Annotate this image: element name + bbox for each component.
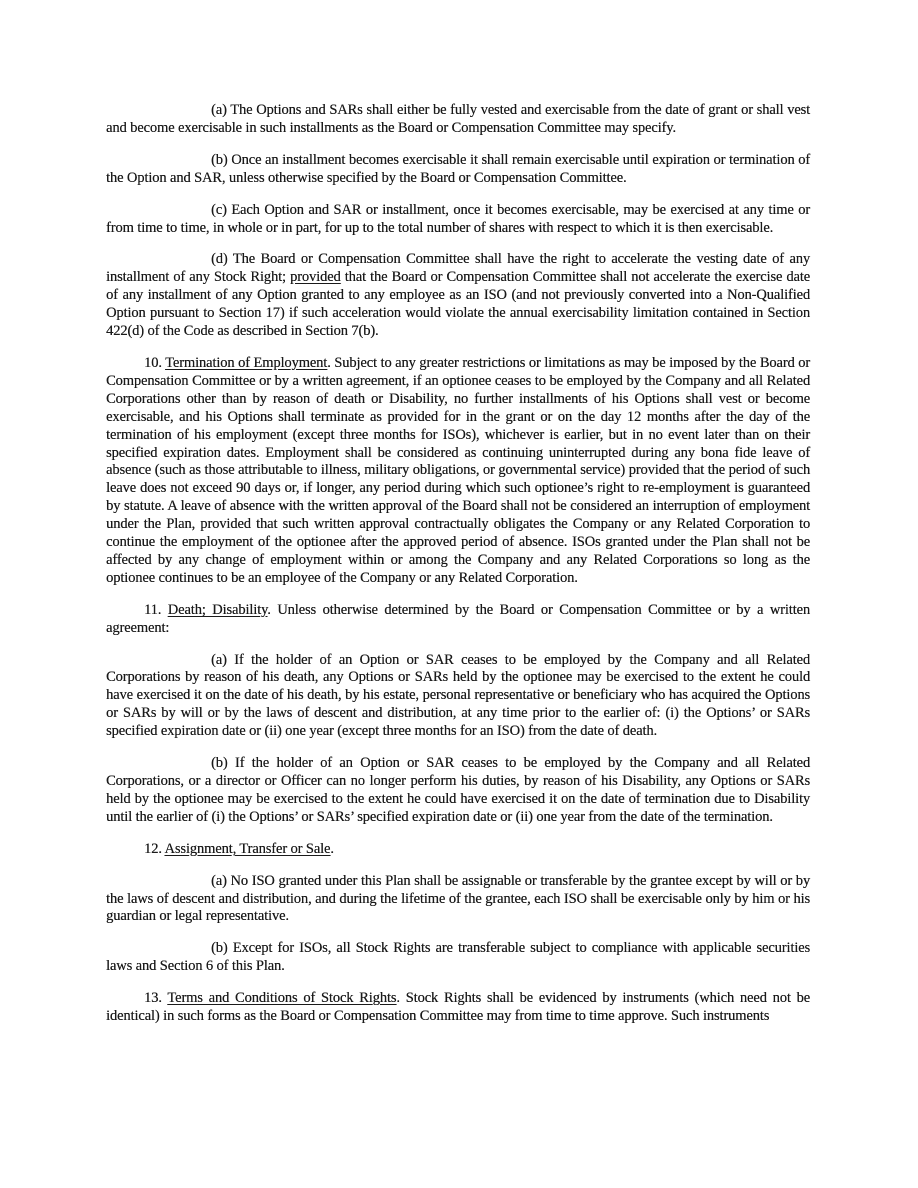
text-segment: (b) Except for ISOs, all Stock Rights are transferable subject to compliance with applicable securities laws and Section 6 of this Plan. [106,940,810,975]
section-11-death-disability [106,602,810,638]
section-12-paragraph-b [106,940,810,976]
text-segment: (a) The Options and SARs shall either be fully vested and exercisable from the date of grant or shall vest and become exercisable in such installments as the Board or Compensation Committee may specify. [106,102,810,136]
text-segment: (c) Each Option and SAR or installment, once it becomes exercisable, may be exercised at any time or from time to time, in whole or in part, for up to the total number of shares with respect to which it is then exercisable. [106,201,810,236]
text-segment: . [330,840,334,857]
section-10-termination-of-employment [106,355,810,588]
paragraph-b [106,152,810,188]
section-number: 10. [144,354,166,371]
section-13-terms-and-conditions [106,990,810,1026]
text-segment: (a) If the holder of an Option or SAR ceases to be employed by the Company and all Related Corporations by reason of his death, any Options or SARs held by the optionee may be exercised to the extent he could have exercised it on the date of his death, by his estate, personal representative or beneficiary who has acquired the Options or SARs by will or by the laws of descent and distribution, at any time prior to the earlier of: (i) the Options’ or SARs specified expiration date or (ii) one year (except three months for an ISO) from the date of death. [106,651,810,740]
paragraph-c [106,202,810,238]
section-11-paragraph-a [106,652,810,742]
text-segment: . Subject to any greater restrictions or limitations as may be imposed by the Board or Compensation Committee or by a written agreement, if an optionee ceases to be employed by the Company and all Related Corporations other than by reason of death or Disability, no further installments of his Options shall vest or become exercisable, and his Options shall terminate as provided for in the grant or on the day 12 months after the day of the termination of his employment (except three months for ISOs), whichever is earlier, but in no event later than on their specified expiration dates. Employment shall be considered as continuing uninterrupted during any bona fide leave of absence (such as those attributable to illness, military obligations, or governmental service) provided that the period of such leave does not exceed 90 days or, if longer, any period during which such optionee’s right to re-employment is guaranteed by statute. A leave of absence with the written approval of the Board shall not be considered an interruption of employment under the Plan, provided that such written approval contractually obligates the Company or any Related Corporation to continue the employment of the optionee after the approved period of absence. ISOs granted under the Plan shall not be affected by any change of employment within or among the Company and any Related Corporations so long as the optionee continues to be an employee of the Company or any Related Corporation. [106,354,810,586]
section-12-paragraph-a [106,873,810,927]
text-segment: (b) If the holder of an Option or SAR ceases to be employed by the Company and all Related Corporations, or a director or Officer can no longer perform his duties, by reason of his Disability, any Options or SARs held by the optionee may be exercised to the extent he could have exercised it on the date of termination due to Disability until the earlier of (i) the Options’ or SARs’ specified expiration date or (ii) one year from the date of the termination. [106,755,810,825]
section-number: 12. [144,840,165,857]
section-number: 13. [144,990,168,1007]
paragraph-d [106,251,810,341]
text-segment: (d) The Board or Compensation Committee shall have the right to accelerate the vesting date of any installment of any Stock Right; [106,251,810,286]
section-number: 11. [144,601,168,618]
text-segment: (b) Once an installment becomes exercisable it shall remain exercisable until expiration or termination of the Option and SAR, unless otherwise specified by the Board or Compensation Committee. [106,151,810,186]
section-11-paragraph-b [106,755,810,827]
section-12-heading: Assignment, Transfer or Sale [164,840,331,857]
underlined-term-provided: provided [290,269,341,286]
section-10-heading: Termination of Employment [165,354,328,371]
section-13-heading: Terms and Conditions of Stock Rights [167,990,397,1007]
section-11-heading: Death; Disability [167,601,268,618]
paragraph-a [106,102,810,138]
text-segment: . Unless otherwise determined by the Board or Compensation Committee or by a written agreement: [106,601,810,636]
text-segment: that the Board or Compensation Committee shall not accelerate the exercise date of any installment of any Option granted to any employee as an ISO (and not previously converted into a Non-Qualified Option pursuant to Section 17) if such acceleration would violate the annual exercisability limitation contained in Section 422(d) of the Code as described in Section 7(b). [106,269,810,340]
text-segment: (a) No ISO granted under this Plan shall be assignable or transferable by the grantee except by will or by the laws of descent and distribution, and during the lifetime of the grantee, each ISO shall be exercisable only by him or his guardian or legal representative. [106,872,810,925]
text-segment: . Stock Rights shall be evidenced by instruments (which need not be identical) in such forms as the Board or Compensation Committee may from time to time approve. Such instruments [106,990,810,1025]
section-12-assignment-transfer-or-sale [106,841,810,859]
